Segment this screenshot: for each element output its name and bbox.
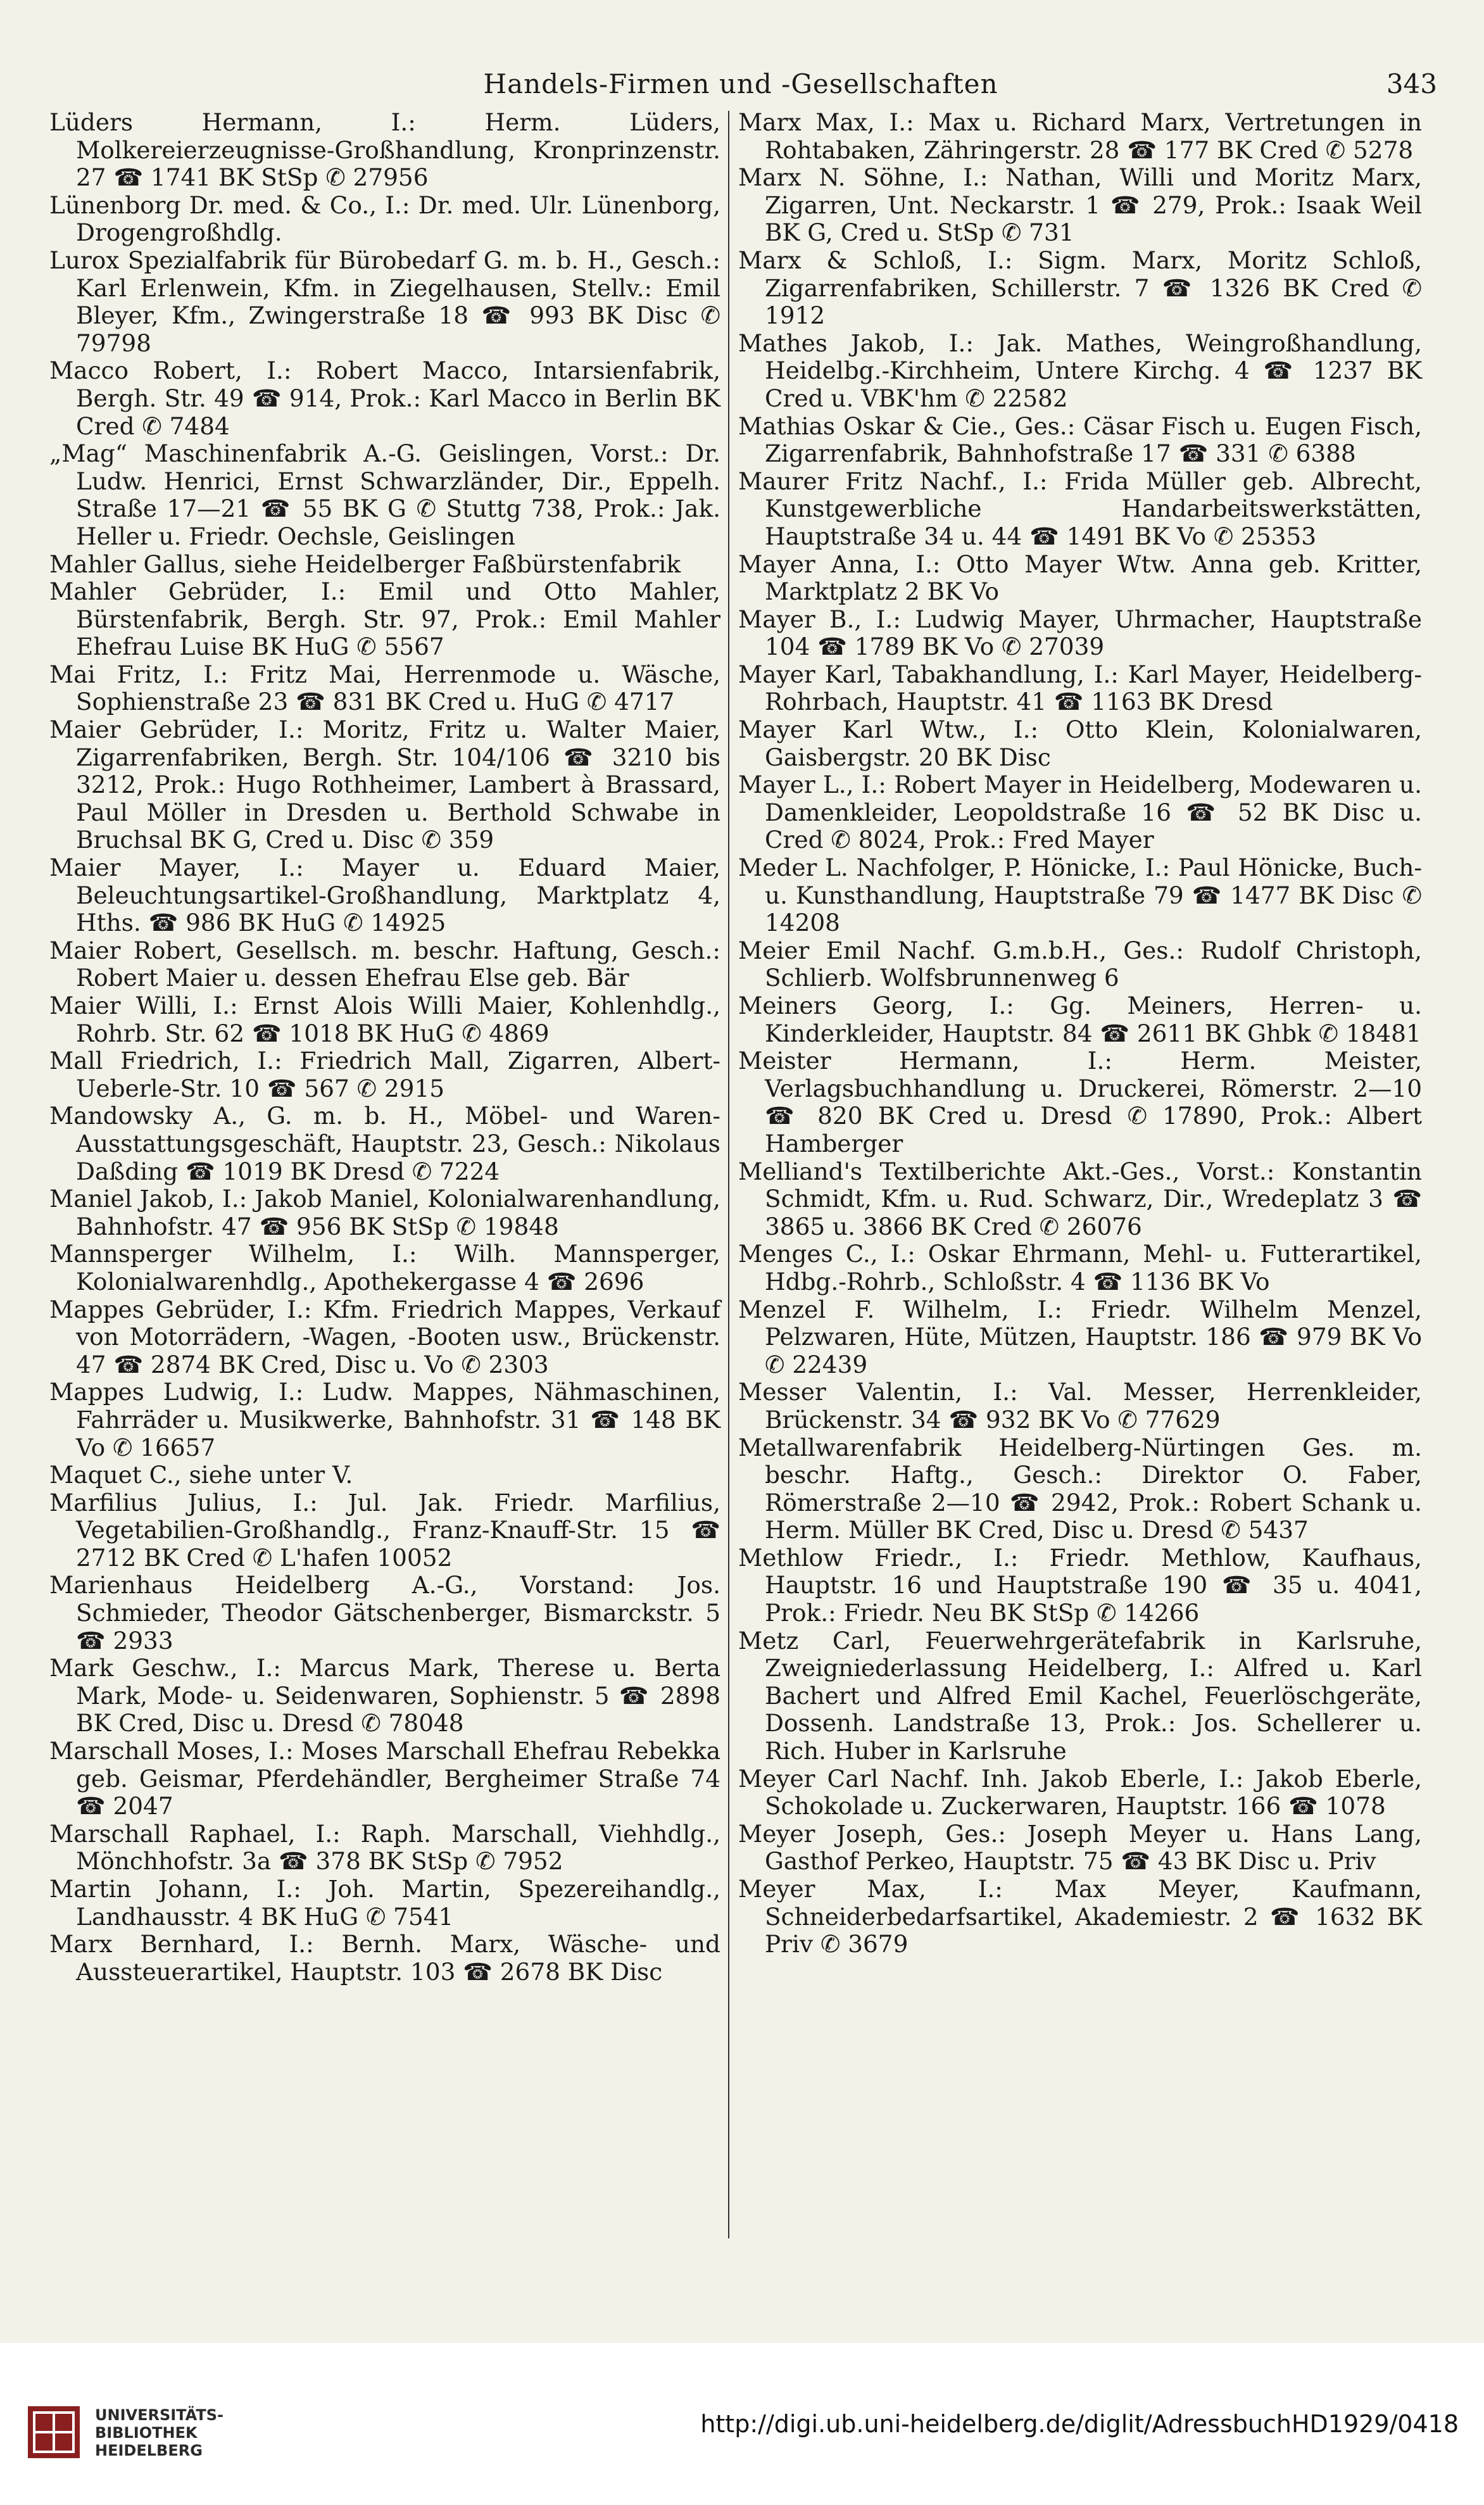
directory-entry: Marx & Schloß, I.: Sigm. Marx, Moritz Schloß, Zigarrenfabriken, Schillerstr. 7 ☎ 1326 BK Cred ✆ 1912 (738, 246, 1422, 330)
directory-entry: Messer Valentin, I.: Val. Messer, Herrenkleider, Brückenstr. 34 ☎ 932 BK Vo ✆ 77629 (738, 1378, 1422, 1434)
directory-entry: Maier Gebrüder, I.: Moritz, Fritz u. Walter Maier, Zigarrenfabriken, Bergh. Str. 104/106 ☎ 3210 bis 3212, Prok.: Hugo Rothheimer, Lambert à Brassard, Paul Möller in Dresden u. Berthold Schwabe in Bruchsal BK G, Cred u. Disc ✆ 359 (49, 716, 720, 854)
directory-entry: Mahler Gallus, siehe Heidelberger Faßbürstenfabrik (49, 550, 681, 578)
directory-entry: Maurer Fritz Nachf., I.: Frida Müller geb. Albrecht, Kunstgewerbliche Handarbeitswerkstätten, Hauptstraße 34 u. 44 ☎ 1491 BK Vo ✆ 25353 (738, 467, 1422, 550)
directory-entry: Lünenborg Dr. med. & Co., I.: Dr. med. Ulr. Lünenborg, Drogengroßhdlg. (49, 191, 720, 247)
directory-entry: Mai Fritz, I.: Fritz Mai, Herrenmode u. Wäsche, Sophienstraße 23 ☎ 831 BK Cred u. HuG ✆ 4717 (49, 660, 720, 716)
directory-entry: Lurox Spezialfabrik für Bürobedarf G. m. b. H., Gesch.: Karl Erlenwein, Kfm. in Ziegelhausen, Stellv.: Emil Bleyer, Kfm., Zwingerstraße 18 ☎ 993 BK Disc ✆ 79798 (49, 246, 720, 357)
column-divider (728, 111, 729, 2238)
directory-entry: Mathes Jakob, I.: Jak. Mathes, Weingroßhandlung, Heidelbg.-Kirchheim, Untere Kirchg. 4 ☎ 1237 BK Cred u. VBK'hm ✆ 22582 (738, 329, 1422, 412)
directory-entry: Marfilius Julius, I.: Jul. Jak. Friedr. Marfilius, Vegetabilien-Großhandlg., Franz-Knauff-Str. 15 ☎ 2712 BK Cred ✆ L'hafen 10052 (49, 1488, 720, 1572)
directory-entry: Mayer B., I.: Ludwig Mayer, Uhrmacher, Hauptstraße 104 ☎ 1789 BK Vo ✆ 27039 (738, 605, 1422, 661)
library-name-line: HEIDELBERG (95, 2442, 203, 2459)
directory-entry: Metz Carl, Feuerwehrgerätefabrik in Karlsruhe, Zweigniederlassung Heidelberg, I.: Alfred u. Karl Bachert und Alfred Emil Kachel, Feuerlöschgeräte, Dossenh. Landstraße 13, Prok.: Jos. Schellerer u. Rich. Huber in Karlsruhe (738, 1626, 1422, 1765)
directory-entry: Meyer Carl Nachf. Inh. Jakob Eberle, I.: Jakob Eberle, Schokolade u. Zuckerwaren, Hauptstr. 166 ☎ 1078 (738, 1764, 1422, 1820)
directory-entry: Marschall Raphael, I.: Raph. Marschall, Viehhdlg., Mönchhofstr. 3a ☎ 378 BK StSp ✆ 7952 (49, 1819, 720, 1876)
directory-entry: Maier Willi, I.: Ernst Alois Willi Maier, Kohlenhdlg., Rohrb. Str. 62 ☎ 1018 BK HuG ✆ 4869 (49, 992, 720, 1047)
directory-entry: Mall Friedrich, I.: Friedrich Mall, Zigarren, Albert-Ueberle-Str. 10 ☎ 567 ✆ 2915 (49, 1047, 720, 1102)
directory-entry: Lüders Hermann, I.: Herm. Lüders, Molkereierzeugnisse-Großhandlung, Kronprinzenstr. 27 ☎ 1741 BK StSp ✆ 27956 (49, 108, 720, 192)
directory-entry: Mannsperger Wilhelm, I.: Wilh. Mannsperger, Kolonialwarenhdlg., Apothekergasse 4 ☎ 2696 (49, 1240, 720, 1296)
directory-entry: Meiners Georg, I.: Gg. Meiners, Herren- u. Kinderkleider, Hauptstr. 84 ☎ 2611 BK Ghbk ✆ 18481 (738, 992, 1422, 1047)
directory-entry: Metallwarenfabrik Heidelberg-Nürtingen Ges. m. beschr. Haftg., Gesch.: Direktor O. Faber, Römerstraße 2—10 ☎ 2942, Prok.: Robert Schank u. Herm. Müller BK Cred, Disc u. Dresd ✆ 5437 (738, 1433, 1422, 1544)
directory-entry: Mayer Karl, Tabakhandlung, I.: Karl Mayer, Heidelberg-Rohrbach, Hauptstr. 41 ☎ 1163 BK Dresd (738, 660, 1422, 716)
directory-entry: Mandowsky A., G. m. b. H., Möbel- und Waren-Ausstattungsgeschäft, Hauptstr. 23, Gesch.: Nikolaus Daßding ☎ 1019 BK Dresd ✆ 7224 (49, 1102, 720, 1185)
directory-entry: Marienhaus Heidelberg A.-G., Vorstand: Jos. Schmieder, Theodor Gätschenberger, Bismarckstr. 5 ☎ 2933 (49, 1571, 720, 1655)
directory-entry: Meyer Joseph, Ges.: Joseph Meyer u. Hans Lang, Gasthof Perkeo, Hauptstr. 75 ☎ 43 BK Disc u. Priv (738, 1819, 1422, 1876)
viewer-footer (0, 2343, 1484, 2505)
directory-entry: Meder L. Nachfolger, P. Hönicke, I.: Paul Hönicke, Buch- u. Kunsthandlung, Hauptstraße 79 ☎ 1477 BK Disc ✆ 14208 (738, 854, 1422, 937)
directory-entry: Methlow Friedr., I.: Friedr. Methlow, Kaufhaus, Hauptstr. 16 und Hauptstraße 190 ☎ 35 u. 4041, Prok.: Friedr. Neu BK StSp ✆ 14266 (738, 1543, 1422, 1627)
page-header (44, 63, 1437, 108)
directory-entry: Mayer Anna, I.: Otto Mayer Wtw. Anna geb. Kritter, Marktplatz 2 BK Vo (738, 550, 1422, 606)
directory-entry: Mark Geschw., I.: Marcus Mark, Therese u. Berta Mark, Mode- u. Seidenwaren, Sophienstr. 5 ☎ 2898 BK Cred, Disc u. Dresd ✆ 78048 (49, 1654, 720, 1738)
directory-entry: Macco Robert, I.: Robert Macco, Intarsienfabrik, Bergh. Str. 49 ☎ 914, Prok.: Karl Macco in Berlin BK Cred ✆ 7484 (49, 357, 720, 440)
directory-entry: Mathias Oskar & Cie., Ges.: Cäsar Fisch u. Eugen Fisch, Zigarrenfabrik, Bahnhofstraße 17 ☎ 331 ✆ 6388 (738, 412, 1422, 468)
directory-entry: Maier Mayer, I.: Mayer u. Eduard Maier, Beleuchtungsartikel-Großhandlung, Marktplatz 4, Hths. ☎ 986 BK HuG ✆ 14925 (49, 854, 720, 937)
permalink[interactable]: http://digi.ub.uni-heidelberg.de/diglit/AdressbuchHD1929/0418 (700, 2410, 1459, 2438)
library-logo (25, 2397, 241, 2467)
directory-entry: Mappes Ludwig, I.: Ludw. Mappes, Nähmaschinen, Fahrräder u. Musikwerke, Bahnhofstr. 31 ☎ 148 BK Vo ✆ 16657 (49, 1378, 720, 1461)
directory-entry: Mahler Gebrüder, I.: Emil und Otto Mahler, Bürstenfabrik, Bergh. Str. 97, Prok.: Emil Mahler Ehefrau Luise BK HuG ✆ 5567 (49, 577, 720, 661)
directory-entry: Maier Robert, Gesellsch. m. beschr. Haftung, Gesch.: Robert Maier u. dessen Ehefrau Else geb. Bär (49, 936, 720, 992)
directory-entry: Marx N. Söhne, I.: Nathan, Willi und Moritz Marx, Zigarren, Unt. Neckarstr. 1 ☎ 279, Prok.: Isaak Weil BK G, Cred u. StSp ✆ 731 (738, 163, 1422, 247)
directory-entry: Martin Johann, I.: Joh. Martin, Spezereihandlg., Landhausstr. 4 BK HuG ✆ 7541 (49, 1875, 720, 1931)
directory-entry: Menges C., I.: Oskar Ehrmann, Mehl- u. Futterartikel, Hdbg.-Rohrb., Schloßstr. 4 ☎ 1136 BK Vo (738, 1240, 1422, 1296)
directory-entry: Meier Emil Nachf. G.m.b.H., Ges.: Rudolf Christoph, Schlierb. Wolfsbrunnenweg 6 (738, 936, 1422, 992)
directory-entry: Melliand's Textilberichte Akt.-Ges., Vorst.: Konstantin Schmidt, Kfm. u. Rud. Schwarz, Dir., Wredeplatz 3 ☎ 3865 u. 3866 BK Cred ✆ 26076 (738, 1157, 1422, 1240)
page-number: 343 (1386, 68, 1437, 99)
directory-entry: Mappes Gebrüder, I.: Kfm. Friedrich Mappes, Verkauf von Motorrädern, -Wagen, -Booten usw., Brückenstr. 47 ☎ 2874 BK Cred, Disc u. Vo ✆ 2303 (49, 1295, 720, 1379)
page-title: Handels-Firmen und -Gesellschaften (483, 68, 998, 99)
directory-entry: „Mag“ Maschinenfabrik A.-G. Geislingen, Vorst.: Dr. Ludw. Henrici, Ernst Schwarzländer, Dir., Eppelh. Straße 17—21 ☎ 55 BK G ✆ Stuttg 738, Prok.: Jak. Heller u. Friedr. Oechsle, Geislingen (49, 439, 720, 550)
directory-entry: Meister Hermann, I.: Herm. Meister, Verlagsbuchhandlung u. Druckerei, Römerstr. 2—10 ☎ 820 BK Cred u. Dresd ✆ 17890, Prok.: Albert Hamberger (738, 1047, 1422, 1158)
library-seal-icon (25, 2404, 82, 2461)
directory-entry: Menzel F. Wilhelm, I.: Friedr. Wilhelm Menzel, Pelzwaren, Hüte, Mützen, Hauptstr. 186 ☎ 979 BK Vo ✆ 22439 (738, 1295, 1422, 1379)
directory-entry: Marx Max, I.: Max u. Richard Marx, Vertretungen in Rohtabaken, Zähringerstr. 28 ☎ 177 BK Cred ✆ 5278 (738, 108, 1422, 164)
directory-entry: Mayer Karl Wtw., I.: Otto Klein, Kolonialwaren, Gaisbergstr. 20 BK Disc (738, 716, 1422, 771)
directory-entry: Marx Bernhard, I.: Bernh. Marx, Wäsche- und Aussteuerartikel, Hauptstr. 103 ☎ 2678 BK Disc (49, 1930, 720, 1986)
directory-entry: Meyer Max, I.: Max Meyer, Kaufmann, Schneiderbedarfsartikel, Akademiestr. 2 ☎ 1632 BK Priv ✆ 3679 (738, 1875, 1422, 1959)
library-name-line: UNIVERSITÄTS- (95, 2406, 224, 2424)
library-name-line: BIBLIOTHEK (95, 2424, 198, 2442)
left-column (49, 109, 720, 1986)
library-name (95, 2406, 223, 2459)
directory-entry: Marschall Moses, I.: Moses Marschall Ehefrau Rebekka geb. Geismar, Pferdehändler, Bergheimer Straße 74 ☎ 2047 (49, 1737, 720, 1820)
right-column (738, 109, 1422, 1959)
directory-entry: Mayer L., I.: Robert Mayer in Heidelberg, Modewaren u. Damenkleider, Leopoldstraße 16 ☎ 52 BK Disc u. Cred ✆ 8024, Prok.: Fred Mayer (738, 771, 1422, 854)
directory-entry: Maniel Jakob, I.: Jakob Maniel, Kolonialwarenhandlung, Bahnhofstr. 47 ☎ 956 BK StSp ✆ 19848 (49, 1185, 720, 1240)
directory-entry: Maquet C., siehe unter V. (49, 1461, 353, 1489)
